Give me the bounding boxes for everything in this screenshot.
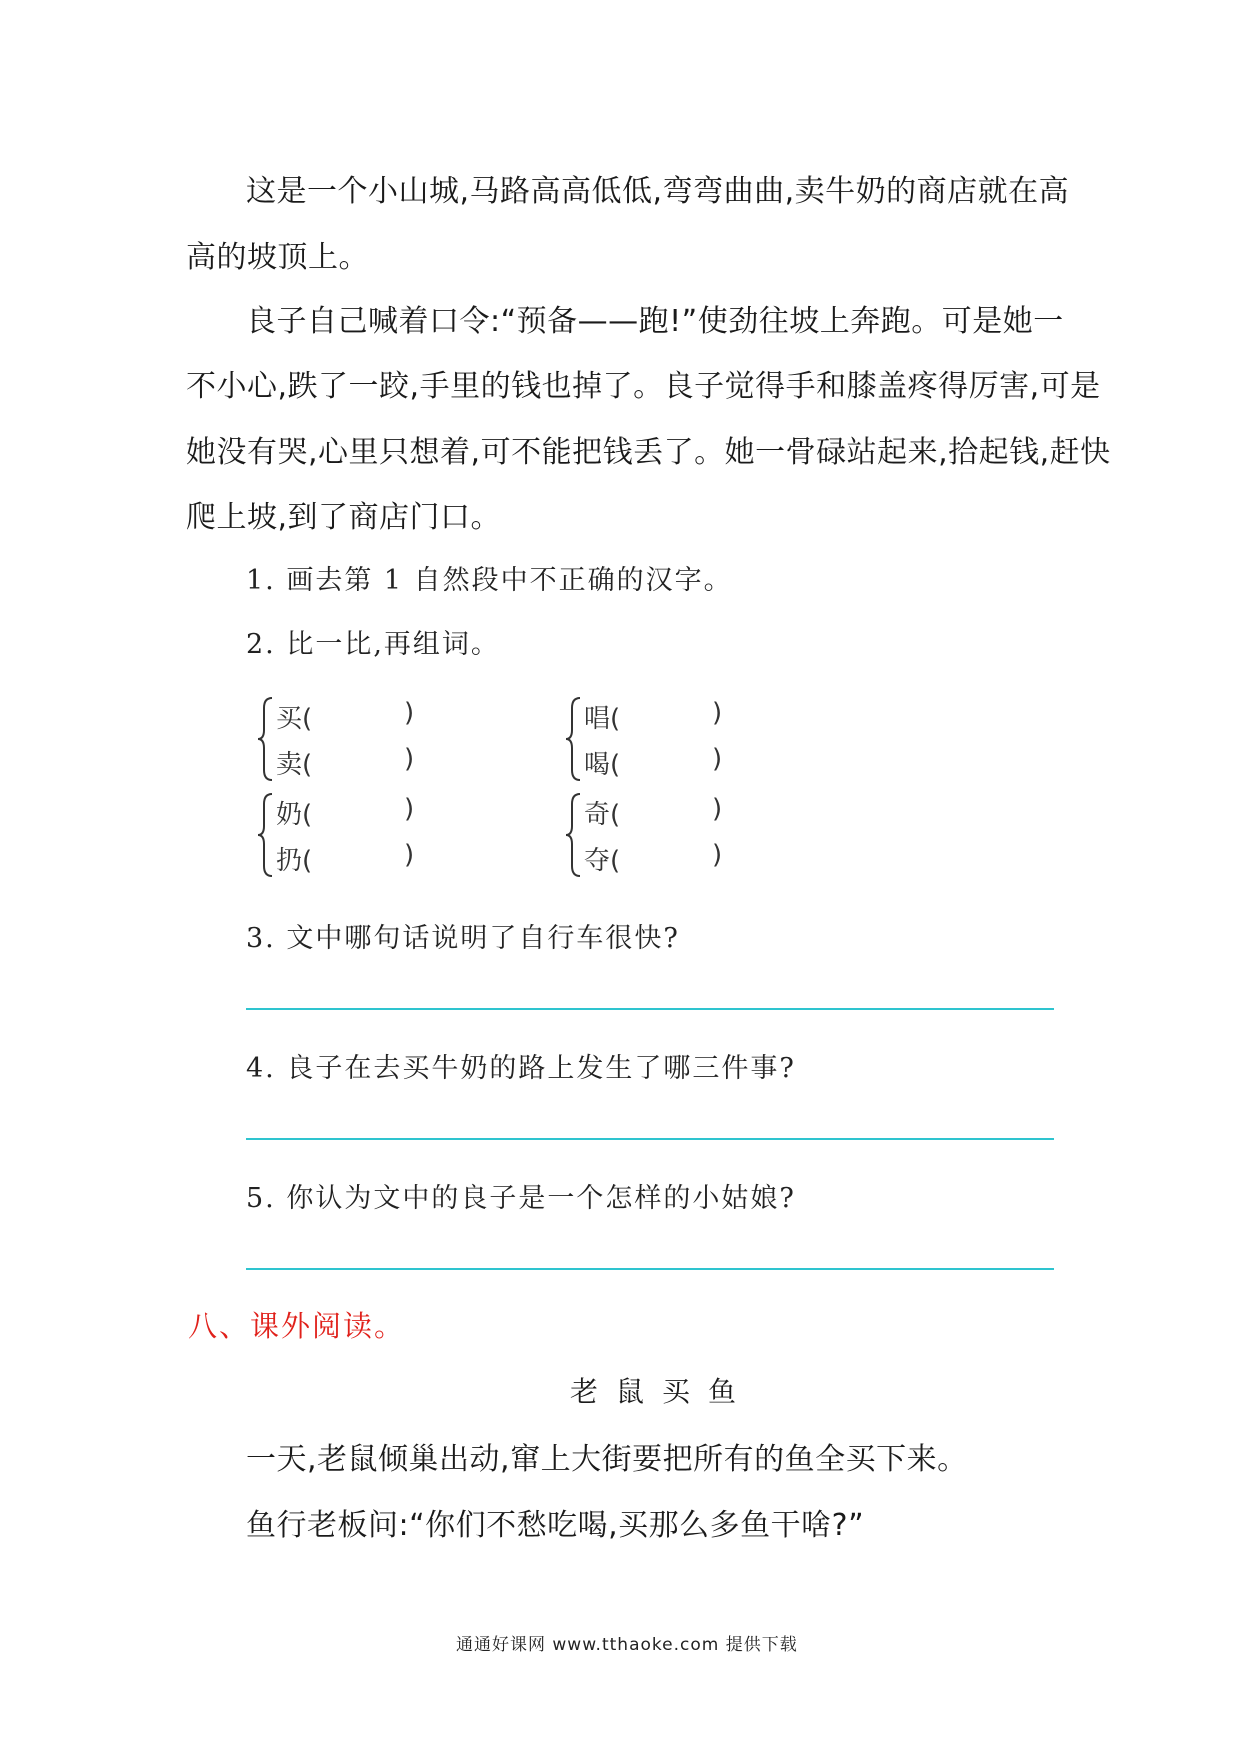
passage-line: 这是一个小山城,马路高高低低,弯弯曲曲,卖牛奶的商店就在高 [246, 174, 1070, 209]
page-footer: 通通好课网 www.tthaoke.com 提供下载 [456, 1635, 798, 1655]
compare-pair [566, 790, 786, 880]
answer-line[interactable] [246, 1008, 1054, 1010]
question-2: 2. 比一比,再组词。 [246, 629, 500, 660]
question-4: 4. 良子在去买牛奶的路上发生了哪三件事? [246, 1053, 796, 1084]
reading-line: 鱼行老板问:“你们不愁吃喝,买那么多鱼干啥?” [246, 1508, 865, 1543]
compare-row: 奶( ) [276, 794, 415, 830]
question-1: 1. 画去第 1 自然段中不正确的汉字。 [246, 565, 733, 596]
question-5: 5. 你认为文中的良子是一个怎样的小姑娘? [246, 1183, 796, 1214]
passage-line: 不小心,跌了一跤,手里的钱也掉了。良子觉得手和膝盖疼得厉害,可是 [186, 369, 1101, 404]
brace-icon [566, 790, 584, 880]
reading-title: 老鼠买鱼 [570, 1375, 755, 1408]
compare-row: 卖( ) [276, 744, 415, 780]
question-3: 3. 文中哪句话说明了自行车很快? [246, 923, 680, 954]
compare-row: 喝( ) [584, 744, 723, 780]
passage-line: 良子自己喊着口令:“预备——跑!”使劲往坡上奔跑。可是她一 [246, 304, 1064, 339]
compare-row: 奇( ) [584, 794, 723, 830]
answer-line[interactable] [246, 1138, 1054, 1140]
brace-icon [258, 694, 276, 784]
passage-line: 她没有哭,心里只想着,可不能把钱丢了。她一骨碌站起来,拾起钱,赶快 [186, 435, 1111, 470]
compare-row: 买( ) [276, 698, 415, 734]
passage-line: 高的坡顶上。 [186, 240, 369, 275]
compare-row: 扔( ) [276, 840, 415, 876]
compare-row: 夺( ) [584, 840, 723, 876]
section-heading: 八、课外阅读。 [188, 1309, 406, 1343]
answer-line[interactable] [246, 1268, 1054, 1270]
reading-line: 一天,老鼠倾巢出动,窜上大街要把所有的鱼全买下来。 [246, 1442, 968, 1477]
compare-pair [258, 790, 478, 880]
passage-line: 爬上坡,到了商店门口。 [186, 500, 502, 535]
compare-pair [566, 694, 786, 784]
compare-pair [258, 694, 478, 784]
brace-icon [258, 790, 276, 880]
brace-icon [566, 694, 584, 784]
compare-row: 唱( ) [584, 698, 723, 734]
